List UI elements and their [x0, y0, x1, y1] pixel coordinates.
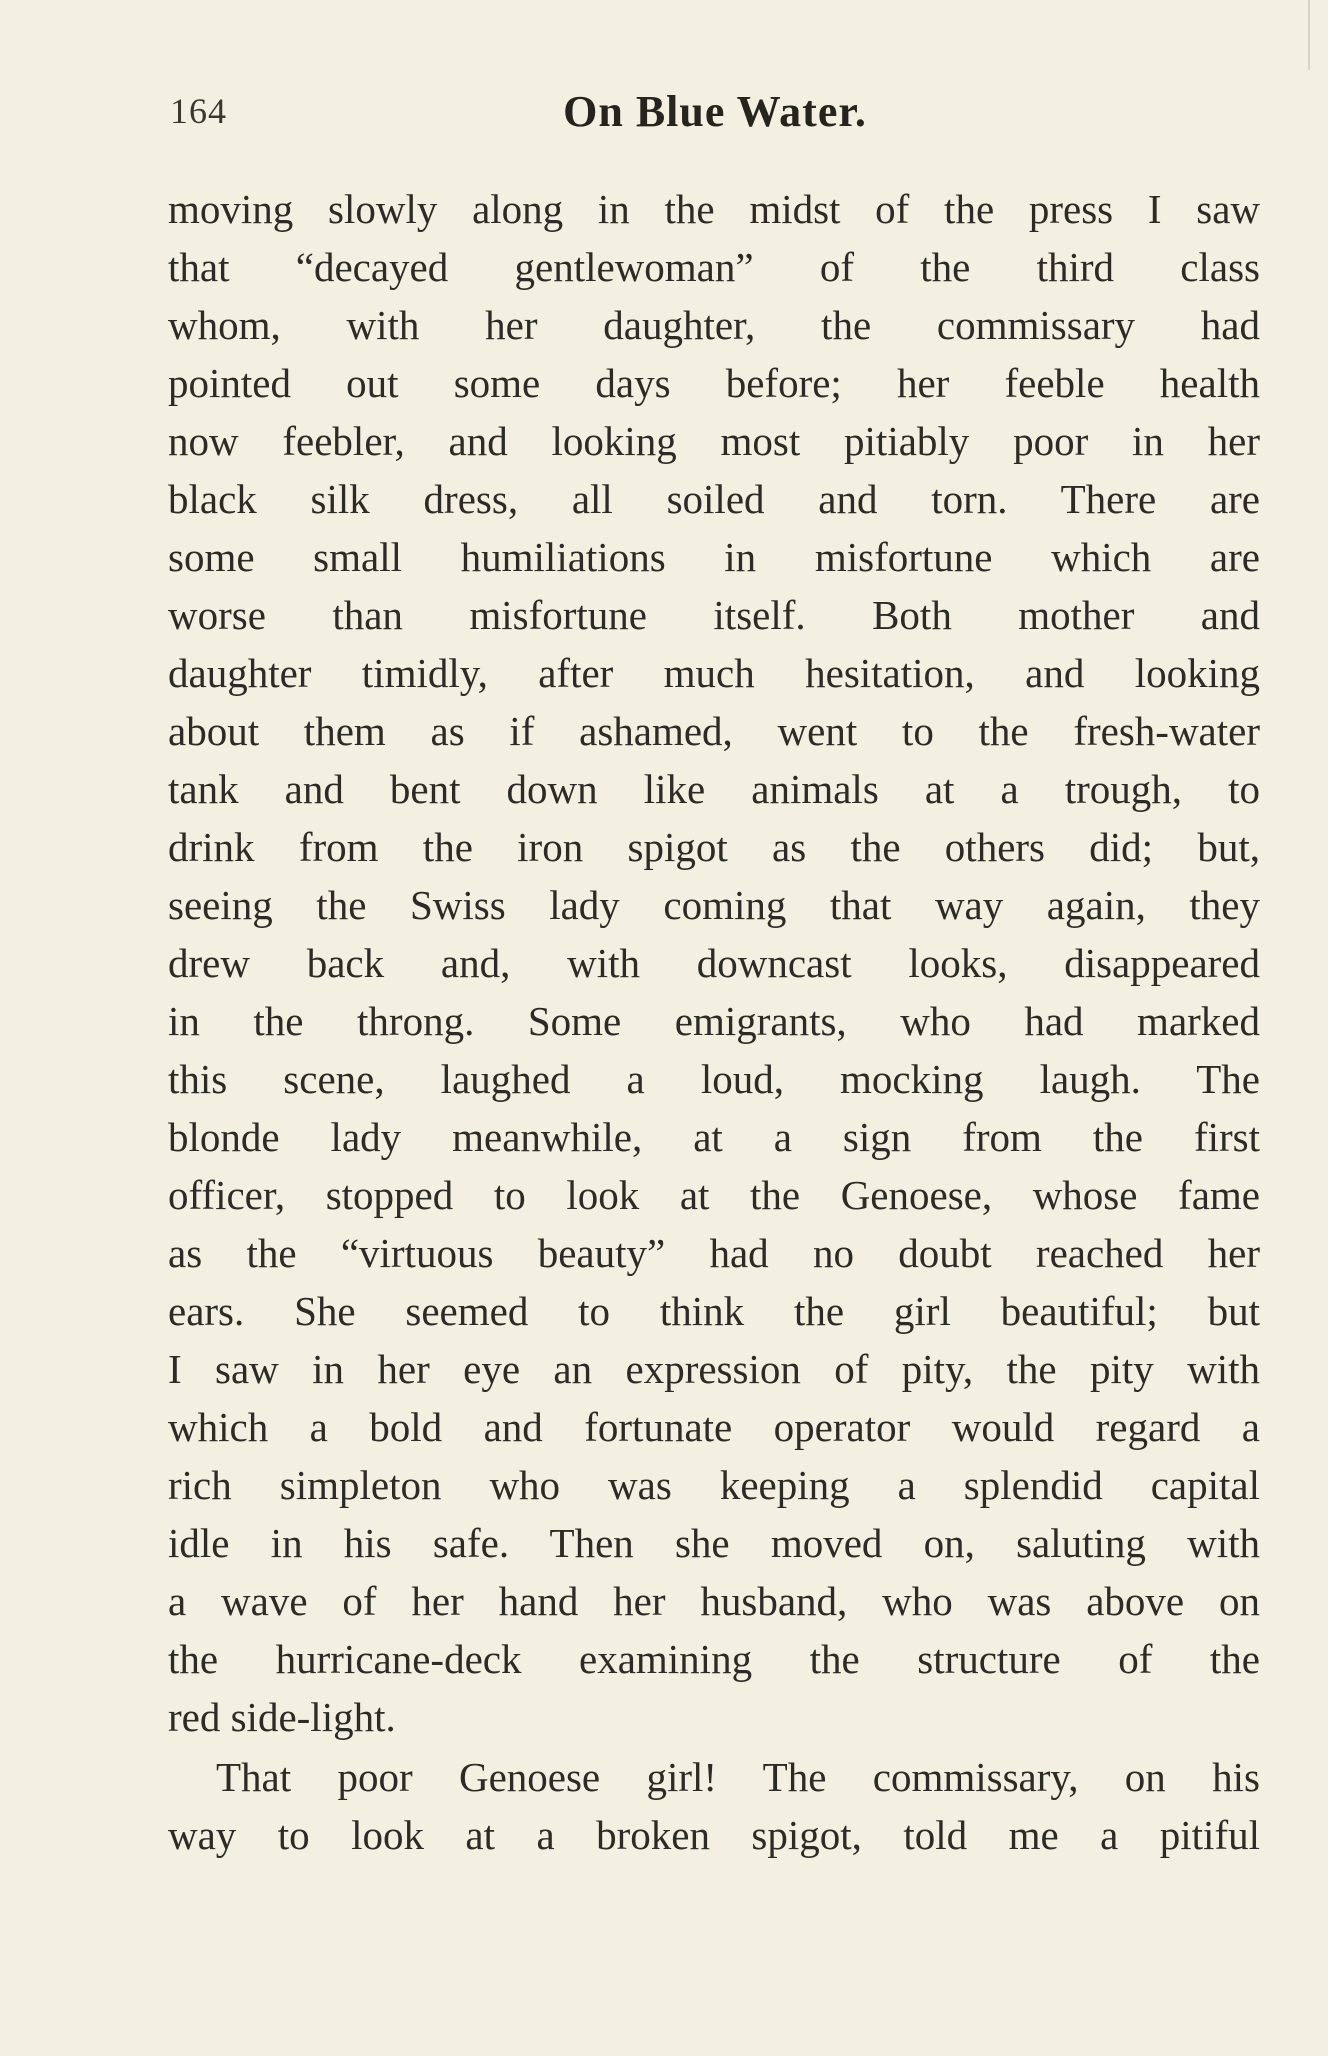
- text-line: red side-light.: [168, 1694, 396, 1740]
- text-line: seeing the Swiss lady coming that way again, they: [168, 882, 1260, 928]
- text-line: in the throng. Some emigrants, who had marked: [168, 998, 1260, 1044]
- text-line: the hurricane-deck examining the structure of the: [168, 1636, 1260, 1682]
- text-line: that “decayed gentlewoman” of the third class: [168, 244, 1260, 290]
- text-line: blonde lady meanwhile, at a sign from the first: [168, 1114, 1260, 1160]
- page-edge-mark: [1308, 0, 1310, 70]
- text-line: rich simpleton who was keeping a splendid capital: [168, 1462, 1260, 1508]
- text-line: worse than misfortune itself. Both mother and: [168, 592, 1260, 638]
- page-number: 164: [170, 91, 227, 131]
- text-line: whom, with her daughter, the commissary had: [168, 302, 1260, 348]
- text-line: daughter timidly, after much hesitation, and looking: [168, 650, 1260, 696]
- paragraph-1: [168, 180, 1260, 1746]
- text-line: as the “virtuous beauty” had no doubt reached her: [168, 1230, 1260, 1276]
- text-line: drink from the iron spigot as the others did; but,: [168, 824, 1260, 870]
- text-line: drew back and, with downcast looks, disappeared: [168, 940, 1260, 986]
- paragraph-2: [168, 1748, 1260, 1864]
- page-header: [170, 86, 1260, 146]
- body-text: [168, 180, 1260, 1864]
- text-line: That poor Genoese girl! The commissary, on his: [216, 1754, 1260, 1800]
- text-line: which a bold and fortunate operator would regard a: [168, 1404, 1260, 1450]
- text-line: tank and bent down like animals at a trough, to: [168, 766, 1260, 812]
- text-line: officer, stopped to look at the Genoese, whose fame: [168, 1172, 1260, 1218]
- text-line: ears. She seemed to think the girl beautiful; but: [168, 1288, 1260, 1334]
- text-line: about them as if ashamed, went to the fresh-water: [168, 708, 1260, 754]
- text-line: I saw in her eye an expression of pity, the pity with: [168, 1346, 1260, 1392]
- text-line: moving slowly along in the midst of the press I saw: [168, 186, 1260, 232]
- text-line: now feebler, and looking most pitiably poor in her: [168, 418, 1260, 464]
- text-line: some small humiliations in misfortune which are: [168, 534, 1260, 580]
- running-title: On Blue Water.: [563, 87, 867, 136]
- text-line: this scene, laughed a loud, mocking laugh. The: [168, 1056, 1260, 1102]
- text-line: way to look at a broken spigot, told me a pitiful: [168, 1812, 1260, 1858]
- text-line: a wave of her hand her husband, who was above on: [168, 1578, 1260, 1624]
- text-line: idle in his safe. Then she moved on, saluting with: [168, 1520, 1260, 1566]
- text-line: pointed out some days before; her feeble health: [168, 360, 1260, 406]
- text-line: black silk dress, all soiled and torn. There are: [168, 476, 1260, 522]
